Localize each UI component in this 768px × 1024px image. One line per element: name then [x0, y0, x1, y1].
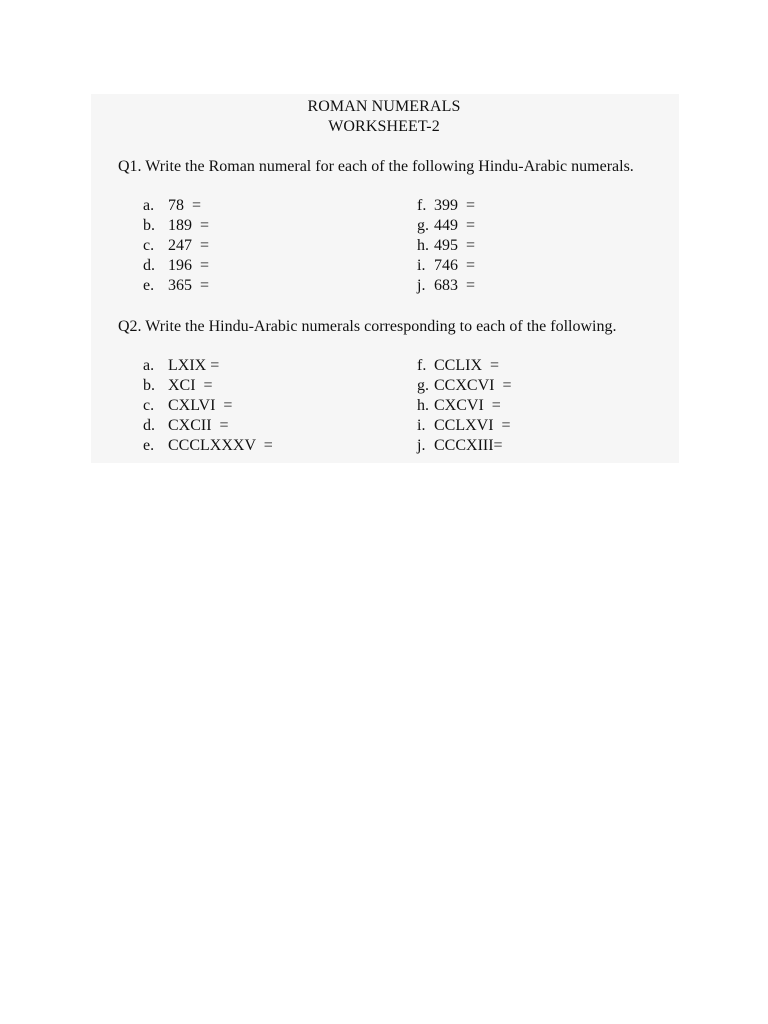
- item-letter: e.: [143, 437, 155, 454]
- question-item: [143, 236, 209, 256]
- item-letter: f.: [417, 197, 427, 214]
- question-2-prompt: Q2. Write the Hindu-Arabic numerals corresponding to each of the following.: [118, 318, 617, 335]
- question-item: [143, 356, 273, 376]
- item-letter: a.: [143, 357, 155, 374]
- question-item: [417, 276, 475, 296]
- question-item: [417, 396, 511, 416]
- item-expression: 196 =: [168, 257, 210, 274]
- question-item: [417, 216, 475, 236]
- question-item: [417, 356, 511, 376]
- item-letter: i.: [417, 257, 426, 274]
- question-item: [143, 256, 209, 276]
- item-letter: j.: [417, 437, 426, 454]
- item-expression: 746 =: [434, 257, 476, 274]
- question-item: [417, 436, 511, 456]
- item-letter: a.: [143, 197, 155, 214]
- question-item: [143, 436, 273, 456]
- item-letter: h.: [417, 237, 429, 254]
- item-expression: CCXCVI =: [434, 377, 512, 394]
- item-letter: g.: [417, 377, 429, 394]
- item-letter: h.: [417, 397, 429, 414]
- worksheet-subtitle: WORKSHEET-2: [328, 118, 440, 135]
- item-letter: c.: [143, 237, 155, 254]
- item-expression: CCLIX =: [434, 357, 500, 374]
- item-letter: c.: [143, 397, 155, 414]
- question-item: [143, 276, 209, 296]
- item-expression: CCCXIII=: [434, 437, 503, 454]
- item-expression: 189 =: [168, 217, 210, 234]
- item-expression: LXIX =: [168, 357, 220, 374]
- question-item: [417, 416, 511, 436]
- question-item: [417, 196, 475, 216]
- item-expression: XCI =: [168, 377, 213, 394]
- item-expression: 247 =: [168, 237, 210, 254]
- item-letter: j.: [417, 277, 426, 294]
- item-letter: b.: [143, 377, 155, 394]
- question-1-right-column: [417, 196, 475, 296]
- item-expression: CXCII =: [168, 417, 229, 434]
- question-item: [143, 396, 273, 416]
- question-item: [417, 236, 475, 256]
- item-letter: d.: [143, 257, 155, 274]
- item-expression: 78 =: [168, 197, 202, 214]
- worksheet-title: ROMAN NUMERALS: [307, 98, 461, 115]
- question-item: [143, 216, 209, 236]
- question-item: [417, 376, 511, 396]
- item-expression: 399 =: [434, 197, 476, 214]
- item-letter: i.: [417, 417, 426, 434]
- item-letter: e.: [143, 277, 155, 294]
- item-expression: CXCVI =: [434, 397, 501, 414]
- item-expression: 365 =: [168, 277, 210, 294]
- question-2-right-column: [417, 356, 511, 456]
- question-1-left-column: [143, 196, 209, 296]
- item-expression: CCLXVI =: [434, 417, 511, 434]
- question-2-left-column: [143, 356, 273, 456]
- question-item: [143, 376, 273, 396]
- question-item: [143, 416, 273, 436]
- item-letter: g.: [417, 217, 429, 234]
- item-expression: 495 =: [434, 237, 476, 254]
- item-letter: b.: [143, 217, 155, 234]
- question-1-prompt: Q1. Write the Roman numeral for each of the following Hindu-Arabic numerals.: [118, 158, 634, 175]
- item-expression: CCCLXXXV =: [168, 437, 273, 454]
- question-item: [143, 196, 209, 216]
- item-letter: d.: [143, 417, 155, 434]
- item-expression: CXLVI =: [168, 397, 233, 414]
- item-letter: f.: [417, 357, 427, 374]
- item-expression: 683 =: [434, 277, 476, 294]
- question-item: [417, 256, 475, 276]
- item-expression: 449 =: [434, 217, 476, 234]
